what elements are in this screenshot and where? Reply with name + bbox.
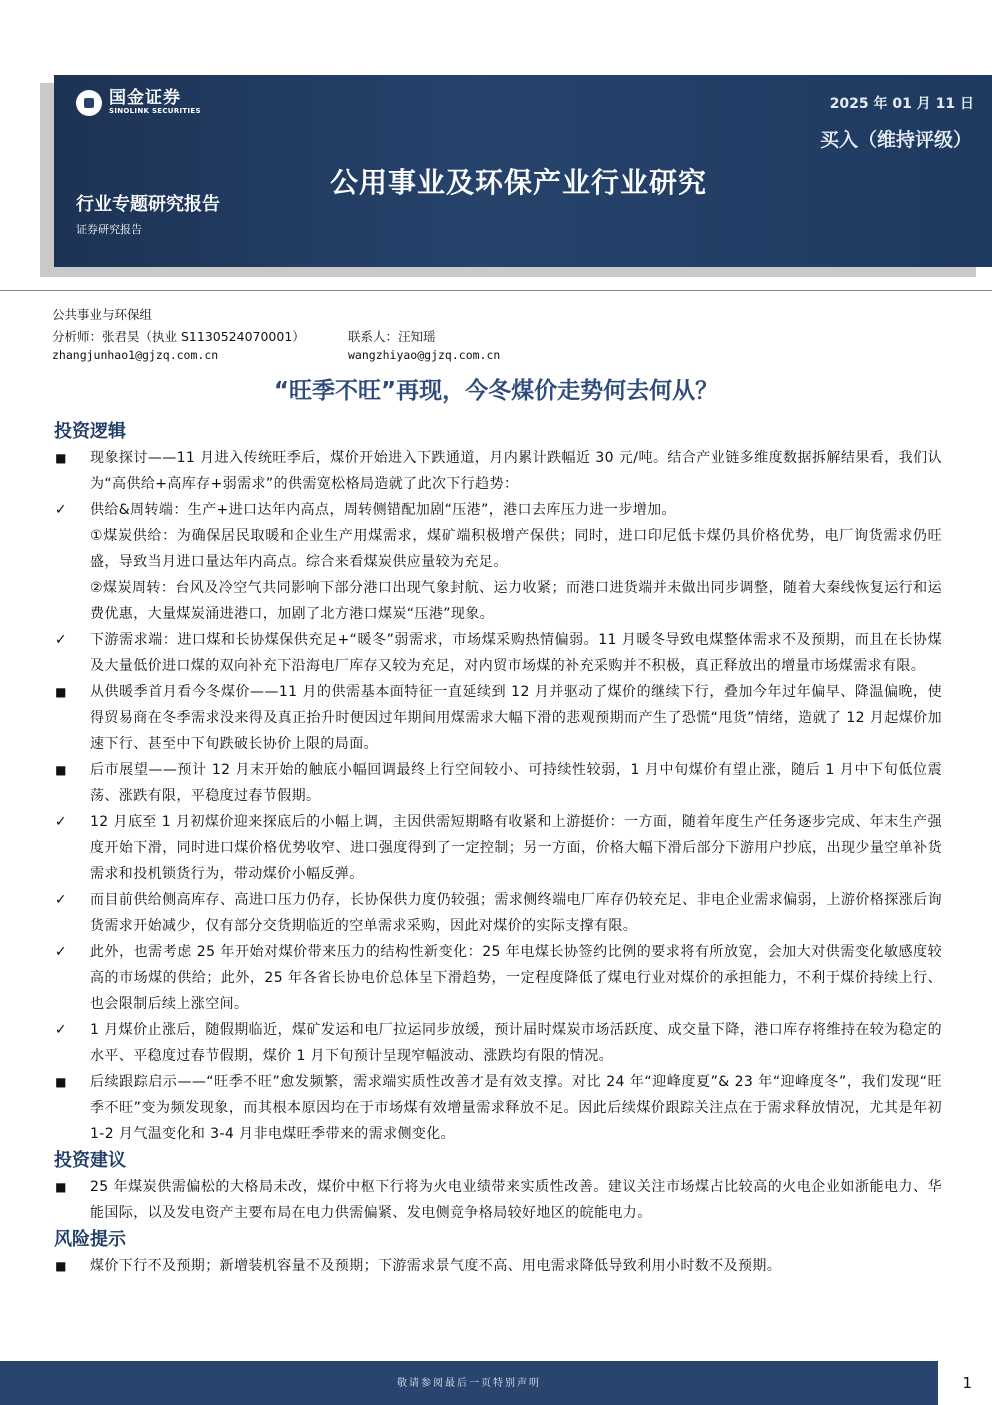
list-item-text: 此外，也需考虑 25 年开始对煤价带来压力的结构性新变化：25 年电煤长协签约比例的要求将有所放宽，会加大对供需变化敏感度较高的市场煤的供给；此外，25 年各省长协电价总体呈下滑趋势，一定程度降低了煤电行业对煤价的承担能力，不利于煤价持续上行、也会限制后续上涨空间。 — [90, 944, 942, 1012]
checkmark-icon: ✓ — [54, 1022, 68, 1038]
report-body — [54, 418, 942, 1279]
list-item — [54, 497, 942, 523]
list-item-text: 12 月底至 1 月初煤价迎来探底后的小幅上调，主因供需短期略有收紧和上游挺价：一方面，随着年度生产任务逐步完成、年末生产强度开始下滑，同时进口煤价格优势收窄、进口强度得到了一定控制；另一方面，价格大幅下滑后部分下游用户抄底，出现少量空单补货需求和投机锁货行为，带动煤价小幅反弹。 — [90, 814, 942, 882]
industry-title: 公用事业及环保产业行业研究 — [330, 166, 708, 199]
list-item-text: 而目前供给侧高库存、高进口压力仍存，长协保供力度仍较强；需求侧终端电厂库存仍较充足、非电企业需求偏弱，上游价格探涨后询货需求开始减少，仅有部分交货期临近的空单需求采购，因此对煤价的实际支撑有限。 — [90, 892, 942, 934]
list-item-text: 后市展望——预计 12 月末开始的触底小幅回调最终上行空间较小、可持续性较弱，1 月中旬煤价有望止涨，随后 1 月中下旬低位震荡、涨跌有限，平稳度过春节假期。 — [90, 762, 942, 804]
list-item — [54, 627, 942, 679]
section-heading: 投资建议 — [54, 1150, 126, 1171]
brand-name-cn: 国金证券 — [109, 88, 181, 108]
report-title: “旺季不旺”再现，今冬煤价走势何去何从？ — [273, 378, 719, 404]
list-item-text: ②煤炭周转：台风及冷空气共同影响下部分港口出现气象封航、运力收紧；而港口进货端并未做出同步调整，随着大秦线恢复运行和运费优惠，大量煤炭涌进港口，加剧了北方港口煤炭“压港”现象。 — [90, 580, 942, 622]
list-item-text: 25 年煤炭供需偏松的大格局未改，煤价中枢下行将为火电业绩带来实质性改善。建议关注市场煤占比较高的火电企业如浙能电力、华能国际，以及发电资产主要布局在电力供需偏紧、发电侧竞争格局较好地区的皖能电力。 — [90, 1179, 942, 1221]
list-item — [54, 939, 942, 1017]
analyst-name: 分析师：张君昊（执业 S1130524070001） — [52, 329, 305, 344]
section-heading: 投资逻辑 — [54, 421, 126, 442]
page-number: 1 — [962, 1374, 972, 1392]
brand-logo-icon — [76, 90, 102, 116]
footer-bar — [0, 1361, 938, 1405]
brand-name-en: SINOLINK SECURITIES — [109, 107, 201, 115]
report-subtype: 证券研究报告 — [76, 223, 142, 236]
list-item — [54, 523, 942, 575]
list-item-text: 下游需求端：进口煤和长协煤保供充足+“暖冬”弱需求，市场煤采购热情偏弱。11 月暖冬导致电煤整体需求不及预期，而且在长协煤及大量低价进口煤的双向补充下沿海电厂库存又较为充足，对内贸市场煤的补充采购并不积极，真正释放出的增量市场煤需求有限。 — [90, 632, 942, 674]
list-item-text: 从供暖季首月看今冬煤价——11 月的供需基本面特征一直延续到 12 月并驱动了煤价的继续下行，叠加今年过年偏早、降温偏晚，使得贸易商在冬季需求没来得及真正抬升时便因过年期间用煤需求大幅下滑的悲观预期而产生了恐慌“甩货”情绪，造就了 12 月起煤价加速下行、甚至中下旬跌破长协价上限的局面。 — [90, 684, 942, 752]
list-item-text: 煤价下行不及预期；新增装机容量不及预期；下游需求景气度不高、用电需求降低导致利用小时数不及预期。 — [90, 1258, 782, 1274]
analyst-email[interactable]: zhangjunhao1@gjzq.com.cn — [52, 348, 219, 362]
square-bullet-icon: ■ — [55, 451, 67, 465]
rating-label: 买入（维持评级） — [819, 129, 972, 151]
square-bullet-icon: ■ — [55, 1259, 67, 1273]
square-bullet-icon: ■ — [55, 1075, 67, 1089]
footer-disclaimer[interactable]: 敬请参阅最后一页特别声明 — [397, 1378, 541, 1389]
checkmark-icon: ✓ — [54, 892, 68, 908]
list-item-text: 1 月煤价止涨后，随假期临近，煤矿发运和电厂拉运同步放缓，预计届时煤炭市场活跃度、成交量下降，港口库存将维持在较为稳定的水平、平稳度过春节假期，煤价 1 月下旬预计呈现窄幅波动、涨跌均有限的情况。 — [90, 1022, 942, 1064]
checkmark-icon: ✓ — [54, 502, 68, 518]
list-item — [54, 679, 942, 757]
list-item — [54, 757, 942, 809]
list-item-text: 供给&周转端：生产+进口达年内高点，周转侧错配加剧“压港”，港口去库压力进一步增加。 — [90, 502, 676, 518]
section-heading: 风险提示 — [54, 1229, 126, 1250]
list-item — [54, 1069, 942, 1147]
research-group: 公共事业与环保组 — [52, 307, 153, 322]
contact-name: 联系人：汪知瑶 — [348, 329, 436, 344]
contact-email[interactable]: wangzhiyao@gjzq.com.cn — [348, 348, 501, 362]
square-bullet-icon: ■ — [55, 1180, 67, 1194]
list-item — [54, 887, 942, 939]
brand-logo — [76, 89, 201, 116]
checkmark-icon: ✓ — [54, 944, 68, 960]
list-item — [54, 1253, 942, 1279]
header-banner — [54, 75, 992, 267]
report-date: 2025 年 01 月 11 日 — [829, 96, 974, 112]
checkmark-icon: ✓ — [54, 632, 68, 648]
list-item — [54, 1017, 942, 1069]
list-item — [54, 575, 942, 627]
list-item-text: 后续跟踪启示——“旺季不旺”愈发频繁，需求端实质性改善才是有效支撑。对比 24 年“迎峰度夏”& 23 年“迎峰度冬”，我们发现“旺季不旺”变为频发现象，而其根本原因均在于市场煤有效增量需求释放不足。因此后续煤价跟踪关注点在于需求释放情况，尤其是年初 1-2 月气温变化和 3-4 月非电煤旺季带来的需求侧变化。 — [90, 1074, 942, 1142]
list-item-text: 现象探讨——11 月进入传统旺季后，煤价开始进入下跌通道，月内累计跌幅近 30 元/吨。结合产业链多维度数据拆解结果看，我们认为“高供给+高库存+弱需求”的供需宽松格局造就了此次下行趋势： — [90, 450, 942, 492]
list-item — [54, 1174, 942, 1226]
checkmark-icon: ✓ — [54, 814, 68, 830]
list-item — [54, 809, 942, 887]
list-item — [54, 445, 942, 497]
square-bullet-icon: ■ — [55, 685, 67, 699]
header-divider — [0, 290, 992, 291]
report-type: 行业专题研究报告 — [76, 194, 220, 215]
square-bullet-icon: ■ — [55, 763, 67, 777]
list-item-text: ①煤炭供给：为确保居民取暖和企业生产用煤需求，煤矿端积极增产保供；同时，进口印尼低卡煤仍具价格优势，电厂询货需求仍旺盛，导致当月进口量达年内高点。综合来看煤炭供应量较为充足。 — [90, 528, 942, 570]
